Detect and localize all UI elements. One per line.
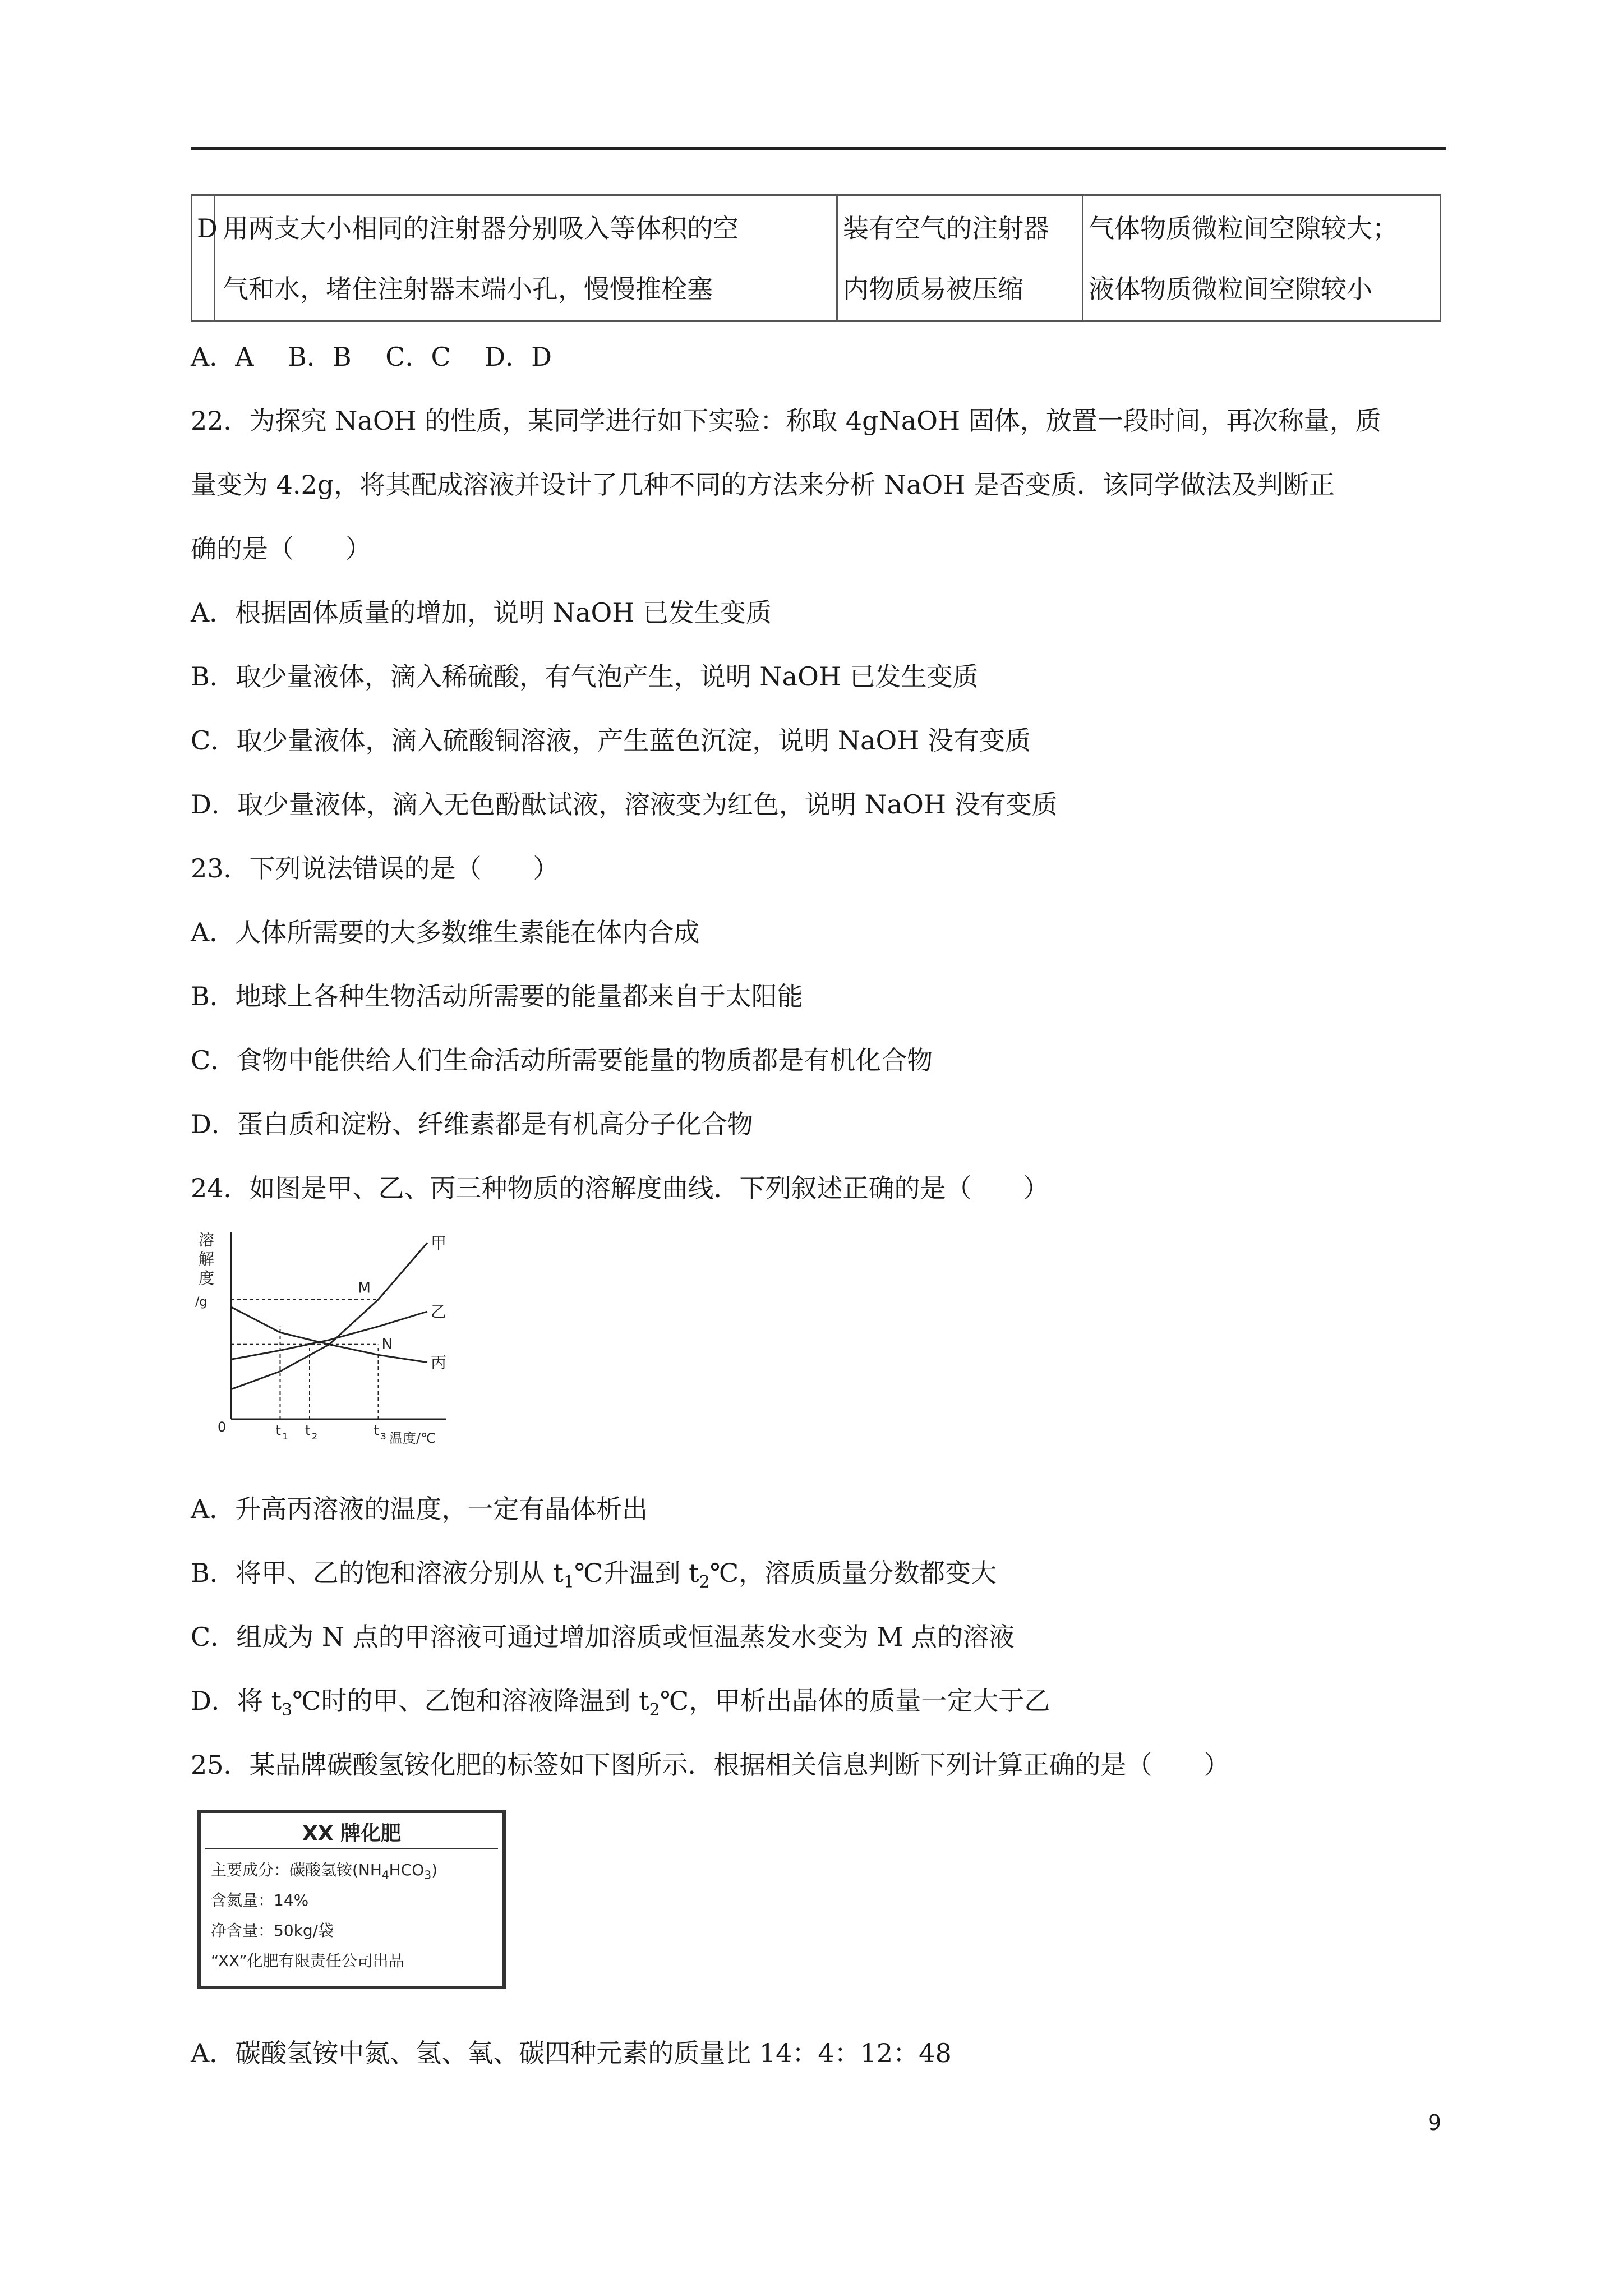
tick-t1: t <box>275 1423 281 1438</box>
q23-option-a: A．人体所需要的大多数维生素能在体内合成 <box>191 917 700 947</box>
point-label-n: N <box>381 1336 393 1353</box>
q25-stem: 25．某品牌碳酸氢铵化肥的标签如下图所示．根据相关信息判断下列计算正确的是（ ） <box>191 1750 1230 1780</box>
q22-option-c: C．取少量液体，滴入硫酸铜溶液，产生蓝色沉淀，说明 NaOH 没有变质 <box>191 725 1031 756</box>
page-number: 9 <box>1428 2110 1442 2135</box>
y-axis-label-char: 解 <box>199 1250 215 1268</box>
q21-options: A．A B．B C．C D．D <box>191 342 552 372</box>
q22-option-a: A．根据固体质量的增加，说明 NaOH 已发生变质 <box>191 597 772 628</box>
q24-option-d: D．将 $t_3℃$时的甲、乙饱和溶液降温到 $t_2℃$，甲析出晶体的质量一定大于乙 <box>191 1686 1050 1720</box>
fertilizer-net-weight: 净含量：50kg/袋 <box>211 1921 334 1940</box>
y-axis-unit: /g <box>195 1295 208 1309</box>
q24-option-a: A．升高丙溶液的温度，一定有晶体析出 <box>191 1494 648 1524</box>
series-label: 丙 <box>431 1353 447 1372</box>
solubility-chart <box>193 1223 457 1446</box>
tick-subscript: 1 <box>282 1431 288 1442</box>
q23-stem: 23．下列说法错误的是（ ） <box>191 853 559 884</box>
q24-option-c: C．组成为 N 点的甲溶液可通过增加溶质或恒温蒸发水变为 M 点的溶液 <box>191 1622 1015 1652</box>
q23-option-c: C．食物中能供给人们生命活动所需要能量的物质都是有机化合物 <box>191 1045 933 1075</box>
tick-t3: t <box>374 1423 379 1438</box>
origin-label: 0 <box>218 1419 227 1435</box>
series-label: 甲 <box>431 1234 447 1253</box>
phenomenon-line-1: 装有空气的注射器 <box>843 213 1049 243</box>
header-rule <box>191 147 1446 150</box>
experiment-table-row-d <box>191 194 1441 322</box>
q22-option-b: B．取少量液体，滴入稀硫酸，有气泡产生，说明 NaOH 已发生变质 <box>191 661 979 692</box>
q22-stem-line-2: 量变为 4.2g，将其配成溶液并设计了几种不同的方法来分析 NaOH 是否变质．该同学做法及判断正 <box>191 470 1335 500</box>
q23-option-d: D．蛋白质和淀粉、纤维素都是有机高分子化合物 <box>191 1109 753 1139</box>
solubility-chart-svg <box>193 1223 457 1446</box>
x-axis-label: 温度/℃ <box>389 1430 436 1446</box>
fertilizer-maker: “XX”化肥有限责任公司出品 <box>211 1952 404 1970</box>
tick-subscript: 2 <box>312 1431 318 1442</box>
q24-option-b: B．将甲、乙的饱和溶液分别从 $t_1℃$升温到 $t_2℃$，溶质质量分数都变大 <box>191 1558 997 1593</box>
q25-option-a: A．碳酸氢铵中氮、氢、氧、碳四种元素的质量比 14：4：12：48 <box>191 2038 952 2068</box>
q22-stem-line-1: 22．为探究 NaOH 的性质，某同学进行如下实验：称取 4gNaOH 固体，放置一段时间，再次称量，质 <box>191 406 1381 436</box>
fertilizer-label-rule <box>205 1848 498 1849</box>
method-line-2: 气和水，堵住注射器末端小孔，慢慢推栓塞 <box>223 274 713 304</box>
fertilizer-label <box>197 1810 506 1989</box>
conclusion-line-1: 气体物质微粒间空隙较大； <box>1089 213 1398 243</box>
fertilizer-ingredient: 主要成分：碳酸氢铵$(NH_4HCO_3)$ <box>211 1861 437 1882</box>
row-letter: D <box>197 213 218 243</box>
series-label: 乙 <box>431 1303 447 1321</box>
tick-t2: t <box>305 1423 311 1438</box>
q22-option-d: D．取少量液体，滴入无色酚酞试液，溶液变为红色，说明 NaOH 没有变质 <box>191 789 1058 820</box>
conclusion-line-2: 液体物质微粒间空隙较小 <box>1089 274 1372 304</box>
method-line-1: 用两支大小相同的注射器分别吸入等体积的空 <box>223 213 739 243</box>
table-divider <box>836 196 838 320</box>
q23-option-b: B．地球上各种生物活动所需要的能量都来自于太阳能 <box>191 981 803 1011</box>
y-axis-label-char: 溶 <box>199 1231 215 1249</box>
table-divider <box>1082 196 1083 320</box>
fertilizer-nitrogen: 含氮量：14% <box>211 1891 309 1910</box>
point-label-m: M <box>358 1280 371 1297</box>
tick-subscript: 3 <box>380 1431 386 1442</box>
q24-stem: 24．如图是甲、乙、丙三种物质的溶解度曲线．下列叙述正确的是（ ） <box>191 1173 1049 1203</box>
phenomenon-line-2: 内物质易被压缩 <box>843 274 1023 304</box>
q22-stem-line-3: 确的是（ ） <box>191 533 371 564</box>
y-axis-label-char: 度 <box>199 1269 215 1287</box>
fertilizer-label-title: XX 牌化肥 <box>302 1822 402 1845</box>
